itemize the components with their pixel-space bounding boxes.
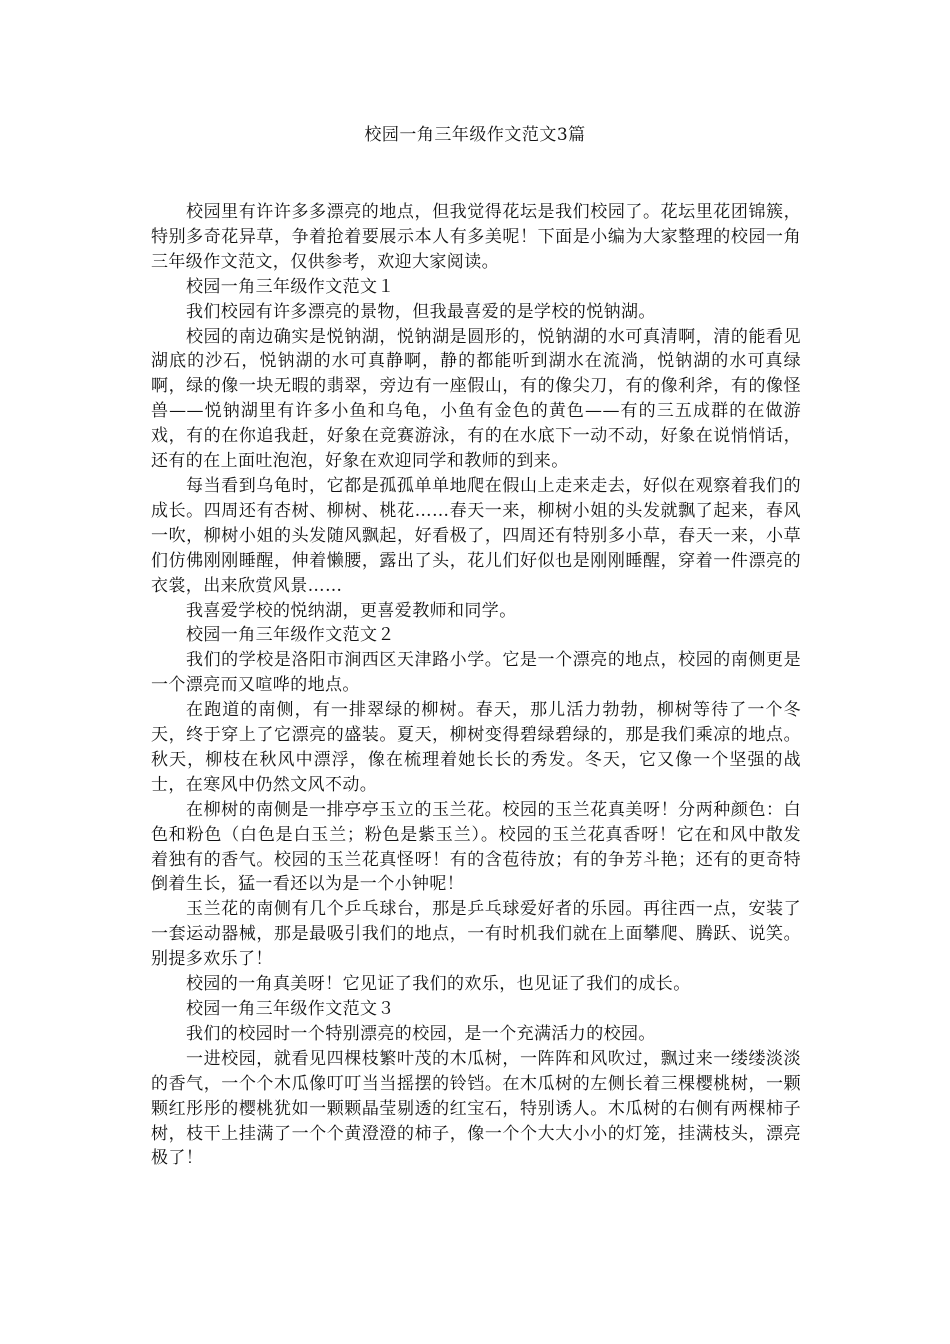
paragraph: 我喜爱学校的悦纳湖，更喜爱教师和同学。	[186, 600, 517, 621]
paragraph: 我们的校园时一个特别漂亮的校园，是一个充满活力的校园。	[186, 1023, 656, 1044]
section-heading-1: 校园一角三年级作文范文１	[186, 276, 395, 297]
paragraph: 在跑道的南侧，有一排翠绿的柳树。春天，那儿活力勃勃，柳树等待了一个冬天，终于穿上了它漂亮的盛装。夏天，柳树变得碧绿碧绿的，那是我们乘凉的地点。秋天，柳枝在秋风中漂浮，像在梳理着她长长的秀发。冬天，它又像一个坚强的战士，在寒风中仍然文风不动。	[151, 700, 801, 795]
document-body	[151, 200, 801, 1171]
paragraph: 每当看到乌龟时，它都是孤孤单单地爬在假山上走来走去，好似在观察着我们的成长。四周还有杏树、柳树、桃花……春天一来，柳树小姐的头发就飘了起来，春风一吹，柳树小姐的头发随风飘起，好看极了，四周还有特别多小草，春天一来，小草们仿佛刚刚睡醒，伸着懒腰，露出了头，花儿们好似也是刚刚睡醒，穿着一件漂亮的衣裳，出来欣赏风景……	[151, 475, 801, 596]
paragraph: 我们校园有许多漂亮的景物，但我最喜爱的是学校的悦钠湖。	[186, 301, 656, 322]
section-heading-3: 校园一角三年级作文范文３	[186, 999, 395, 1019]
paragraph: 我们的学校是洛阳市涧西区天津路小学。它是一个漂亮的地点，校园的南侧更是一个漂亮而又喧哗的地点。	[151, 650, 801, 696]
paragraph: 在柳树的南侧是一排亭亭玉立的玉兰花。校园的玉兰花真美呀！分两种颜色：白色和粉色（白色是白玉兰；粉色是紫玉兰）。校园的玉兰花真香呀！它在和风中散发着独有的香气。校园的玉兰花真怪呀！有的含苞待放；有的争芳斗艳；还有的更奇特倒着生长，猛一看还以为是一个小钟呢！	[151, 799, 801, 895]
document-title: 校园一角三年级作文范文3篇	[364, 125, 586, 145]
intro-paragraph: 校园里有许许多多漂亮的地点，但我觉得花坛是我们校园了。花坛里花团锦簇，特别多奇花异草，争着抢着要展示本人有多美呢！下面是小编为大家整理的校园一角三年级作文范文，仅供参考，欢迎大家阅读。	[151, 202, 801, 272]
paragraph: 一进校园，就看见四棵枝繁叶茂的木瓜树，一阵阵和风吹过，飘过来一缕缕淡淡的香气，一个个木瓜像叮叮当当摇摆的铃铛。在木瓜树的左侧长着三棵樱桃树，一颗颗红彤彤的樱桃犹如一颗颗晶莹剔透的红宝石，特别诱人。木瓜树的右侧有两棵柿子树，枝干上挂满了一个个黄澄澄的柿子，像一个个大大小小的灯笼，挂满枝头，漂亮极了！	[151, 1048, 801, 1169]
paragraph: 校园的南边确实是悦钠湖，悦钠湖是圆形的，悦钠湖的水可真清啊，清的能看见湖底的沙石，悦钠湖的水可真静啊，静的都能听到湖水在流淌，悦钠湖的水可真绿啊，绿的像一块无暇的翡翠，旁边有一座假山，有的像尖刀，有的像利斧，有的像怪兽——悦钠湖里有许多小鱼和乌龟，小鱼有金色的黄色——有的三五成群的在做游戏，有的在你追我赶，好象在竞赛游泳，有的在水底下一动不动，好象在说悄悄话，还有的在上面吐泡泡，好象在欢迎同学和教师的到来。	[151, 326, 801, 472]
section-heading-2: 校园一角三年级作文范文２	[186, 625, 395, 646]
paragraph: 校园的一角真美呀！它见证了我们的欢乐，也见证了我们的成长。	[186, 974, 691, 995]
paragraph: 玉兰花的南侧有几个乒乓球台，那是乒乓球爱好者的乐园。再往西一点，安装了一套运动器械，那是最吸引我们的地点，一有时机我们就在上面攀爬、腾跃、说笑。别提多欢乐了！	[151, 899, 801, 970]
